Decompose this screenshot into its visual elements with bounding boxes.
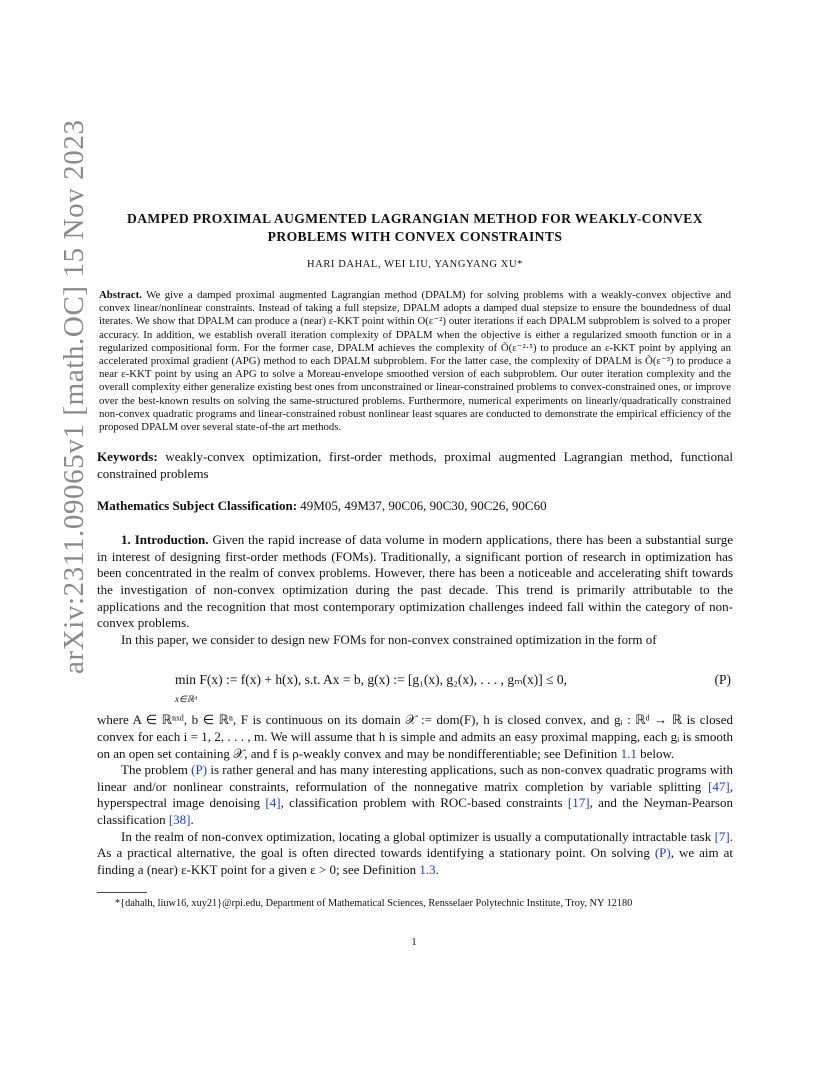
introduction-section xyxy=(97,532,733,878)
msc-label: Mathematics Subject Classification: xyxy=(97,498,298,514)
keywords-label: Keywords: xyxy=(97,449,158,465)
arxiv-identifier: arXiv:2311.09065v1 [math.OC] 15 Nov 2023 xyxy=(58,119,90,674)
intro-paragraph-3 xyxy=(97,712,733,762)
msc-text: 49M05, 49M37, 90C06, 90C30, 90C26, 90C60 xyxy=(300,498,547,514)
intro-p4-e: , and the Neyman-Pearson classification xyxy=(97,795,733,827)
citation-link[interactable]: [7] xyxy=(714,828,730,844)
author-list: HARI DAHAL, WEI LIU, YANGYANG XU* xyxy=(306,259,524,270)
abstract xyxy=(97,289,733,434)
msc-classification xyxy=(97,498,733,514)
equation-p xyxy=(97,658,733,704)
abstract-text: We give a damped proximal augmented Lagrangian method (DPALM) for solving problems with a weakly-convex objective and convex linear/nonlinear constraints. Instead of taking a full stepsize, DPALM adopts a damped dual stepsize to ensure the boundedness of dual iterates. We show that DPALM can produce a (near) ε-KKT point within O(ε⁻²) outer iterations if each DPALM subproblem is solved to a proper accuracy. In addition, we establish overall iteration complexity of DPALM when the objective is either a regularized smooth function or in a regularized compositional form. For the former case, DPALM achieves the complexity of Õ(ε⁻²·⁵) to produce an ε-KKT point by applying an accelerated proximal gradient (APG) method to each DPALM subproblem. For the latter case, the complexity of DPALM is Õ(ε⁻³) to produce a near ε-KKT point by using an APG to solve a Moreau-envelope smoothed version of each subproblem. Our outer iteration complexity and the overall complexity either generalize existing best ones from unconstrained or linear-constrained problems to convex-constrained ones, or improve over the best-known results on solving the same-structured problems. Furthermore, numerical experiments on linearly/quadratically constrained non-convex quadratic programs and linear-constrained robust nonlinear least squares are conducted to demonstrate the empirical efficiency of the proposed DPALM over several state-of-the art methods. xyxy=(99,289,731,434)
equation-link[interactable]: (P) xyxy=(191,762,208,778)
definition-link[interactable]: 1.1 xyxy=(620,745,637,761)
intro-p5-c: , we aim at finding a (near) ε-KKT point for a given ε > 0; see Definition xyxy=(97,845,733,877)
footnote xyxy=(97,892,733,909)
intro-p4-d: , classification problem with ROC-based constraints xyxy=(280,795,568,811)
intro-p1-text: Given the rapid increase of data volume in modern applications, there has been a substantial surge in interest of designing first-order methods (FOMs). Traditionally, a significant portion of research in optimization has been concentrated in the realm of convex problems. However, there has been a noticeable and accelerating shift towards the investigation of non-convex optimization during the past decade. This trend is primarily attributable to the applications and the recognition that most contemporary optimization challenges indeed fall within the category of non-convex problems. xyxy=(97,532,733,631)
equation-subscript: x∈ℝᵈ xyxy=(175,694,197,705)
intro-p5-a: In the realm of non-convex optimization, locating a global optimizer is usually a computationally intractable task xyxy=(121,828,715,844)
equation-body: min F(x) := f(x) + h(x), s.t. Ax = b, g(x) := [g₁(x), g₂(x), . . . , gₘ(x)] ≤ 0, xyxy=(175,672,568,688)
intro-p3-text: where A ∈ ℝⁿˣᵈ, b ∈ ℝⁿ, F is continuous on its domain 𝒳 := dom(F), h is closed convex, and gᵢ : ℝᵈ → ℝ is closed convex for each i = 1, 2, . . . , m. We will assume that h is simple and admits an easy proximal mapping, each gᵢ is smooth on an open set containing 𝒳, and f is ρ-weakly convex and may be nondifferentiable; see Definition xyxy=(97,712,733,761)
intro-paragraph-2: In this paper, we consider to design new FOMs for non-convex constrained optimization in the form of xyxy=(121,631,657,647)
equation-link[interactable]: (P) xyxy=(654,845,671,861)
intro-p4-a: The problem xyxy=(121,762,192,778)
page-number: 1 xyxy=(411,936,417,948)
citation-link[interactable]: [38] xyxy=(168,811,191,827)
keywords-text: weakly-convex optimization, first-order methods, proximal augmented Lagrangian method, functional constrained problems xyxy=(97,449,734,482)
paper-page xyxy=(97,210,733,909)
intro-paragraph-5 xyxy=(97,829,733,879)
equation-tag: (P) xyxy=(714,672,731,688)
intro-p4-c: , hyperspectral image denoising xyxy=(97,778,733,811)
intro-p5-d: . xyxy=(435,861,439,877)
citation-link[interactable]: [4] xyxy=(265,795,281,811)
intro-p4-f: . xyxy=(190,811,194,827)
footnote-text: *{dahalh, liuw16, xuy21}@rpi.edu, Department of Mathematical Sciences, Rensselaer Polytechnic Institute, Troy, NY 12180 xyxy=(115,898,633,910)
citation-link[interactable]: [17] xyxy=(567,795,590,811)
paper-title: DAMPED PROXIMAL AUGMENTED LAGRANGIAN METHOD FOR WEAKLY-CONVEX PROBLEMS WITH CONVEX CONSTRAINTS xyxy=(127,211,703,244)
intro-paragraph-1 xyxy=(97,532,733,632)
citation-link[interactable]: [47] xyxy=(708,778,730,794)
intro-paragraph-4 xyxy=(97,762,733,828)
abstract-label: Abstract. xyxy=(99,289,142,301)
section-heading: 1. Introduction. xyxy=(121,532,209,548)
definition-link[interactable]: 1.3 xyxy=(419,861,436,877)
intro-p4-b: is rather general and has many interesting applications, such as non-convex quadratic programs with linear and/or nonlinear constraints, reformulation of the nonnegative matrix completion by variable splitting xyxy=(97,762,733,794)
intro-p5-b: . As a practical alternative, the goal is often directed towards identifying a stationary point. On solving xyxy=(97,828,733,861)
intro-p3-end: below. xyxy=(636,745,675,761)
keywords xyxy=(97,448,733,482)
